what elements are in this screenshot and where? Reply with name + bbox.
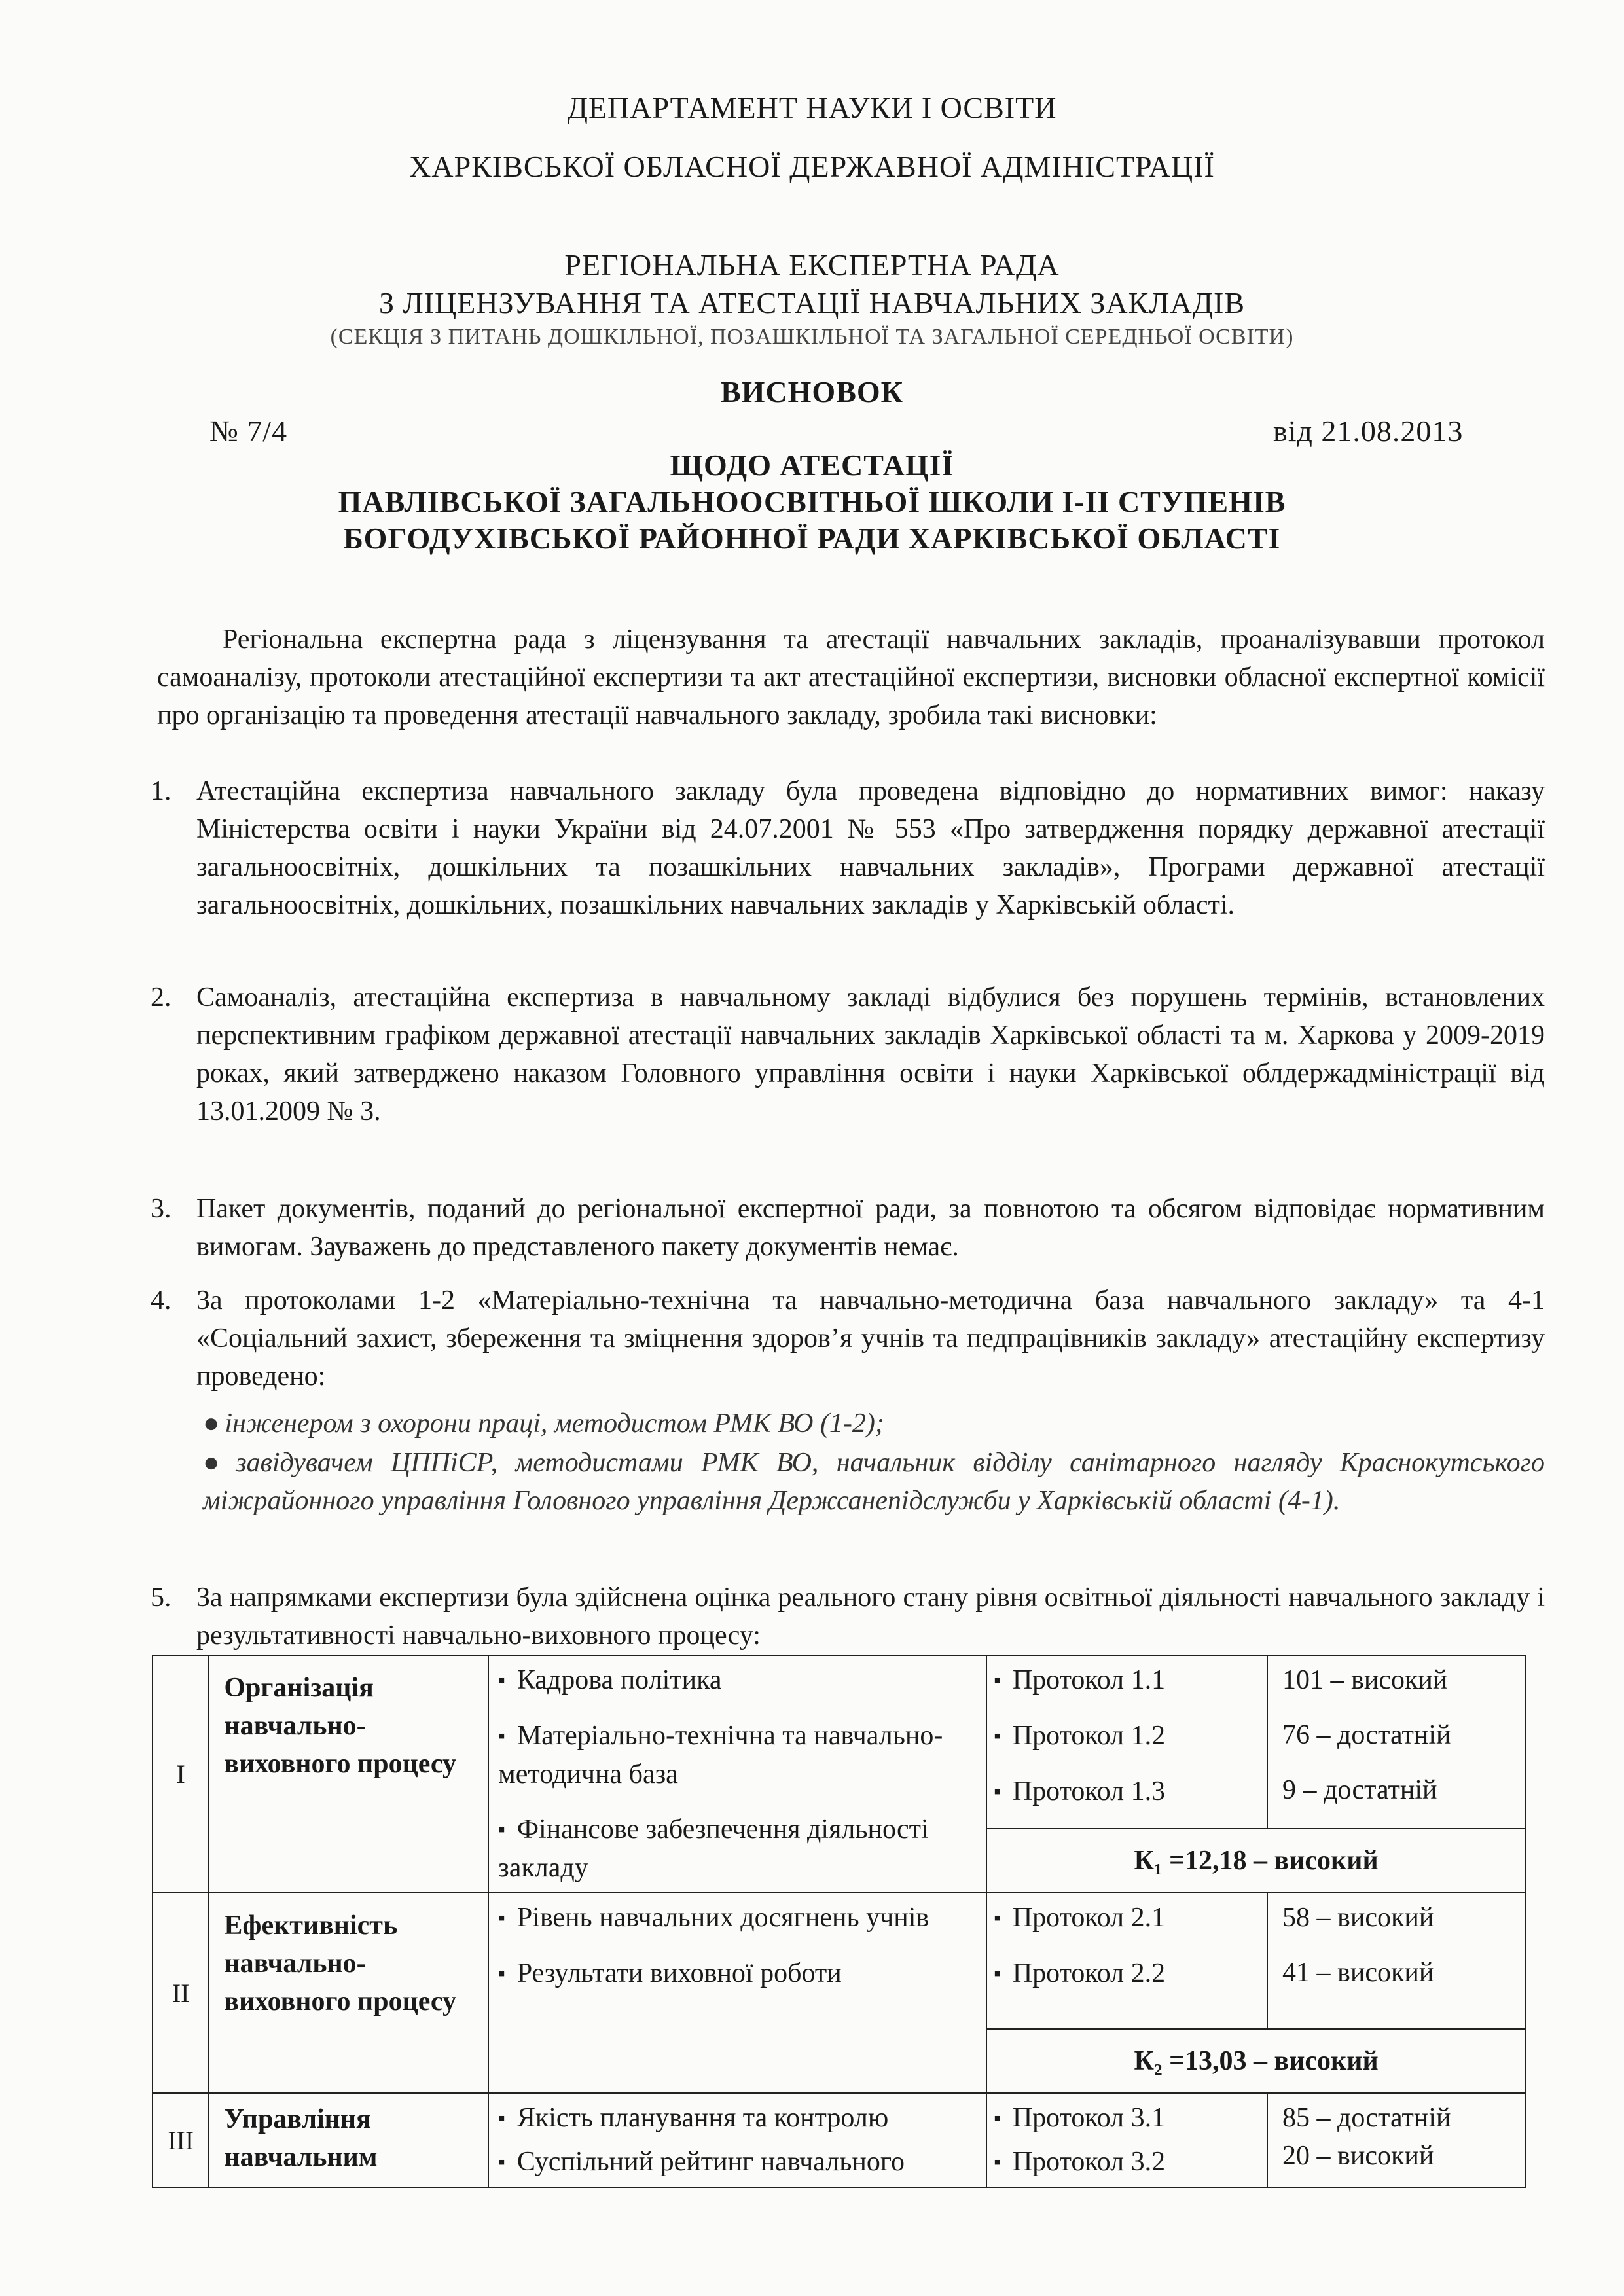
- row-numeral: III: [153, 2093, 209, 2187]
- criterion: ▪ Фінансове забезпечення діяльності закладу: [498, 1810, 977, 1887]
- protocol: ▪ Протокол 2.1: [994, 1899, 1260, 1937]
- criterion: ▪ Суспільний рейтинг навчального: [498, 2143, 977, 2181]
- protocol: ▪ Протокол 1.3: [994, 1772, 1260, 1811]
- bullet-icon: ●: [203, 1448, 231, 1478]
- section-subtitle: (СЕКЦІЯ З ПИТАНЬ ДОШКІЛЬНОЇ, ПОЗАШКІЛЬНОЇ ТА ЗАГАЛЬНОЇ СЕРЕДНЬОЇ ОСВІТИ): [330, 325, 1294, 349]
- list-item-text: Самоаналіз, атестаційна експертиза в навчальному закладі відбулися без порушень термінів, встановлених перспективним графіком державної атестації навчальних закладів Харківської області та м. Харкова у 2009-2019 роках, який затверджено наказом Головного управління освіти і науки Харківської облдержадміністрації від 13.01.2009 № 3.: [196, 982, 1545, 1126]
- protocol: ▪ Протокол 2.2: [994, 1954, 1260, 1993]
- list-item-number: 1.: [151, 776, 171, 806]
- council-title: РЕГІОНАЛЬНА ЕКСПЕРТНА РАДА: [564, 248, 1060, 281]
- list-item: [151, 1579, 1545, 1655]
- bullet-text: завідувачем ЦППіСР, методистами РМК ВО, начальник відділу санітарного нагляду Краснокутського міжрайонного управління Головного управління Держсанепідслужби у Харківській області (4-1).: [203, 1448, 1545, 1516]
- criterion: ▪ Кадрова політика: [498, 1661, 977, 1700]
- document-number: № 7/4: [209, 414, 288, 448]
- score: 41 – високий: [1282, 1958, 1434, 1988]
- bullet-text: інженером з охорони праці, методистом РМК ВО (1-2);: [225, 1408, 884, 1439]
- coefficient-cell: К₂ =13,03 – високий: [986, 2029, 1526, 2093]
- score: 76 – достатній: [1282, 1720, 1451, 1750]
- council-subtitle: З ЛІЦЕНЗУВАННЯ ТА АТЕСТАЦІЇ НАВЧАЛЬНИХ ЗАКЛАДІВ: [378, 286, 1246, 319]
- criterion: ▪ Матеріально-технічна та навчально-методична база: [498, 1717, 977, 1793]
- criteria-cell: [488, 1893, 986, 2093]
- list-item-number: 3.: [151, 1194, 171, 1224]
- section-name: Ефективність навчально-виховного процесу: [209, 1893, 488, 2093]
- document-date: від 21.08.2013: [1273, 414, 1464, 448]
- protocol: ▪ Протокол 3.2: [994, 2143, 1260, 2181]
- protocols-cell: [986, 2093, 1267, 2187]
- list-item-text: За протоколами 1-2 «Матеріально-технічна та навчально-методична база навчального закладу» та 4-1 «Соціальний захист, збереження та зміцнення здоров’я учнів та педпрацівників закладу» атестаційну експертизу проведено:: [196, 1285, 1545, 1391]
- criteria-cell: [488, 1655, 986, 1893]
- bullet-icon: ●: [203, 1408, 220, 1439]
- score: 85 – достатній: [1282, 2103, 1451, 2133]
- section-name: Управління навчальним: [209, 2093, 488, 2187]
- list-item: [151, 1190, 1545, 1266]
- subject-line-2: ПАВЛІВСЬКОЇ ЗАГАЛЬНООСВІТНЬОЇ ШКОЛИ І-ІІ СТУПЕНІВ: [338, 485, 1286, 518]
- list-item: [151, 978, 1545, 1130]
- list-item-text: Атестаційна експертиза навчального закладу була проведена відповідно до нормативних вимог: наказу Міністерства освіти і науки України від 24.07.2001 № 553 «Про затвердження порядку державної атестації загальноосвітніх, дошкільних та позашкільних навчальних закладів», Програми державної атестації загальноосвітніх, дошкільних, позашкільних навчальних закладів у Харківській області.: [196, 776, 1545, 920]
- administration-title: ХАРКІВСЬКОЇ ОБЛАСНОЇ ДЕРЖАВНОЇ АДМІНІСТРАЦІЇ: [409, 150, 1215, 183]
- coefficient-cell: К₁ =12,18 – високий: [986, 1829, 1526, 1893]
- row-numeral: II: [153, 1893, 209, 2093]
- table-row: [153, 2093, 1526, 2187]
- subject-line-1: ЩОДО АТЕСТАЦІЇ: [670, 448, 954, 482]
- protocol: ▪ Протокол 1.1: [994, 1661, 1260, 1700]
- scores-cell: [1267, 1655, 1526, 1829]
- assessment-table: [152, 1655, 1526, 2188]
- criterion: ▪ Результати виховної роботи: [498, 1954, 977, 1993]
- subject-line-3: БОГОДУХІВСЬКОЇ РАЙОННОЇ РАДИ ХАРКІВСЬКОЇ ОБЛАСТІ: [343, 522, 1281, 555]
- criteria-cell: [488, 2093, 986, 2187]
- intro-paragraph: Регіональна експертна рада з ліцензування та атестації навчальних закладів, проаналізувавши протокол самоаналізу, протоколи атестаційної експертизи та акт атестаційної експертизи, висновки обласної експертної комісії про організацію та проведення атестації навчального закладу, зробила такі висновки:: [157, 624, 1545, 730]
- list-item-text: За напрямками експертизи була здійснена оцінка реального стану рівня освітньої діяльності навчального закладу і результативності навчально-виховного процесу:: [196, 1583, 1545, 1651]
- bullet-item: [203, 1444, 1545, 1520]
- score: 9 – достатній: [1282, 1775, 1437, 1805]
- score: 58 – високий: [1282, 1903, 1434, 1933]
- protocols-cell: [986, 1655, 1267, 1829]
- score: 20 – високий: [1282, 2141, 1434, 2171]
- criterion: ▪ Якість планування та контролю: [498, 2099, 977, 2138]
- list-item-number: 4.: [151, 1285, 171, 1316]
- list-item-number: 5.: [151, 1583, 171, 1613]
- protocol: ▪ Протокол 1.2: [994, 1717, 1260, 1755]
- scores-cell: [1267, 1893, 1526, 2029]
- list-item: [151, 772, 1545, 924]
- table-row: [153, 1655, 1526, 1829]
- section-name: Організація навчально-виховного процесу: [209, 1655, 488, 1893]
- bullet-item: [203, 1405, 1545, 1443]
- department-title: ДЕПАРТАМЕНТ НАУКИ І ОСВІТИ: [567, 91, 1057, 124]
- table-row: [153, 1893, 1526, 2029]
- list-item-text: Пакет документів, поданий до регіональної експертної ради, за повнотою та обсягом відповідає нормативним вимогам. Зауважень до представленого пакету документів немає.: [196, 1194, 1545, 1262]
- protocol: ▪ Протокол 3.1: [994, 2099, 1260, 2138]
- row-numeral: I: [153, 1655, 209, 1893]
- protocols-cell: [986, 1893, 1267, 2029]
- list-item-number: 2.: [151, 982, 171, 1013]
- list-item: [151, 1282, 1545, 1395]
- score: 101 – високий: [1282, 1665, 1448, 1695]
- document-type: ВИСНОВОК: [720, 375, 904, 408]
- criterion: ▪ Рівень навчальних досягнень учнів: [498, 1899, 977, 1937]
- scores-cell: [1267, 2093, 1526, 2187]
